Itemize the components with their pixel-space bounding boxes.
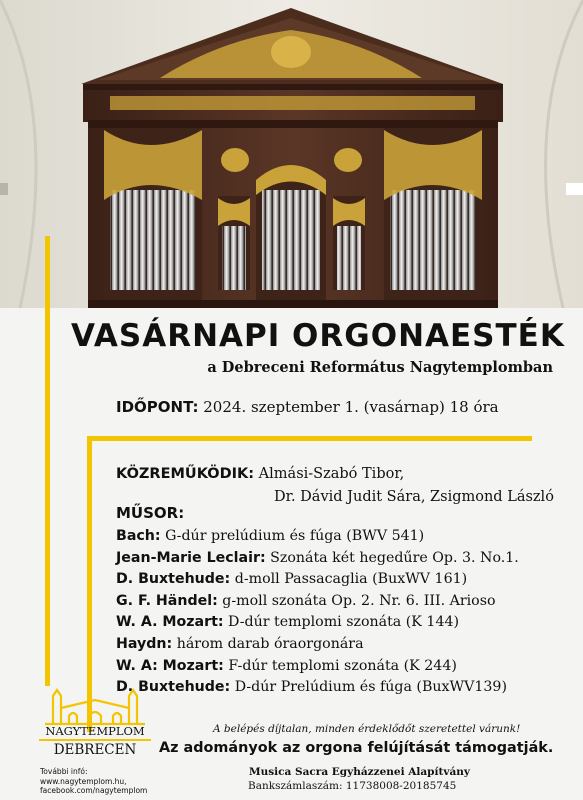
program-work: Szonáta két hegedűre Op. 3. No.1.	[265, 549, 519, 566]
organ-photo	[0, 0, 583, 308]
program-composer: D. Buxtehude:	[116, 571, 231, 588]
accent-bar-left	[45, 236, 50, 686]
event-time-value: 2024. szeptember 1. (vasárnap) 18 óra	[198, 398, 499, 416]
performers	[116, 463, 554, 509]
program-work: d-moll Passacaglia (BuxWV 161)	[230, 571, 468, 588]
program-composer: Bach:	[116, 528, 161, 544]
more-info	[40, 767, 147, 796]
program-work: D-dúr Prelúdium és fúga (BuxWV139)	[230, 679, 507, 696]
program-composer: W. A: Mozart:	[116, 657, 224, 674]
program-composer: D. Buxtehude:	[116, 679, 231, 696]
more-info-label: További infó:	[40, 767, 88, 776]
program-item	[116, 656, 519, 678]
performers-line-2: Dr. Dávid Judit Sára, Zsigmond László	[274, 489, 554, 505]
program-item	[116, 548, 519, 570]
program-item	[116, 569, 519, 591]
logo-name-bottom: DEBRECEN	[53, 742, 137, 758]
program-work: G-dúr prelúdium és fúga (BWV 541)	[160, 528, 425, 544]
program-work: F-dúr templomi szonáta (K 244)	[223, 657, 457, 674]
performers-line-1: Almási-Szabó Tibor,	[254, 466, 405, 482]
program-item	[116, 677, 519, 699]
church-icon	[39, 686, 151, 726]
event-subtitle: a Debreceni Református Nagytemplomban	[207, 359, 553, 376]
program-composer: Haydn:	[116, 635, 173, 652]
nagytemplom-logo	[39, 686, 151, 766]
program-heading: MŰSOR:	[116, 504, 185, 522]
program-composer: Jean-Marie Leclair:	[116, 549, 266, 566]
program-item	[116, 591, 519, 613]
program-composer: G. F. Händel:	[116, 592, 218, 609]
program-work: D-dúr templomi szonáta (K 144)	[223, 614, 460, 631]
logo-divider	[39, 739, 151, 741]
donation-note: Az adományok az orgona felújítását támogatják.	[159, 740, 554, 756]
bank-account: Bankszámlaszám: 11738008-20185745	[248, 780, 457, 792]
event-time	[116, 398, 499, 416]
event-time-label: IDŐPONT:	[116, 398, 199, 416]
program-composer: W. A. Mozart:	[116, 614, 224, 631]
foundation-name: Musica Sacra Egyházzenei Alapítvány	[249, 766, 470, 778]
program-work: g-moll szonáta Op. 2. Nr. 6. III. Arioso	[217, 592, 496, 609]
website-link[interactable]: www.nagytemplom.hu,	[40, 776, 127, 786]
performers-label: KÖZREMŰKÖDIK:	[116, 466, 255, 482]
event-title: VASÁRNAPI ORGONAESTÉK	[71, 318, 565, 354]
program-item	[116, 526, 519, 548]
free-entry-note: A belépés díjtalan, minden érdeklődőt szeretettel várunk!	[213, 723, 521, 735]
facebook-link[interactable]: facebook.com/nagytemplom	[40, 786, 148, 795]
program-item	[116, 634, 519, 656]
program-list	[116, 526, 519, 699]
program-work: három darab óraorgonára	[172, 635, 364, 652]
program-item	[116, 612, 519, 634]
accent-bar-horizontal	[87, 436, 532, 441]
logo-name-top: NAGYTEMPLOM	[45, 724, 145, 738]
